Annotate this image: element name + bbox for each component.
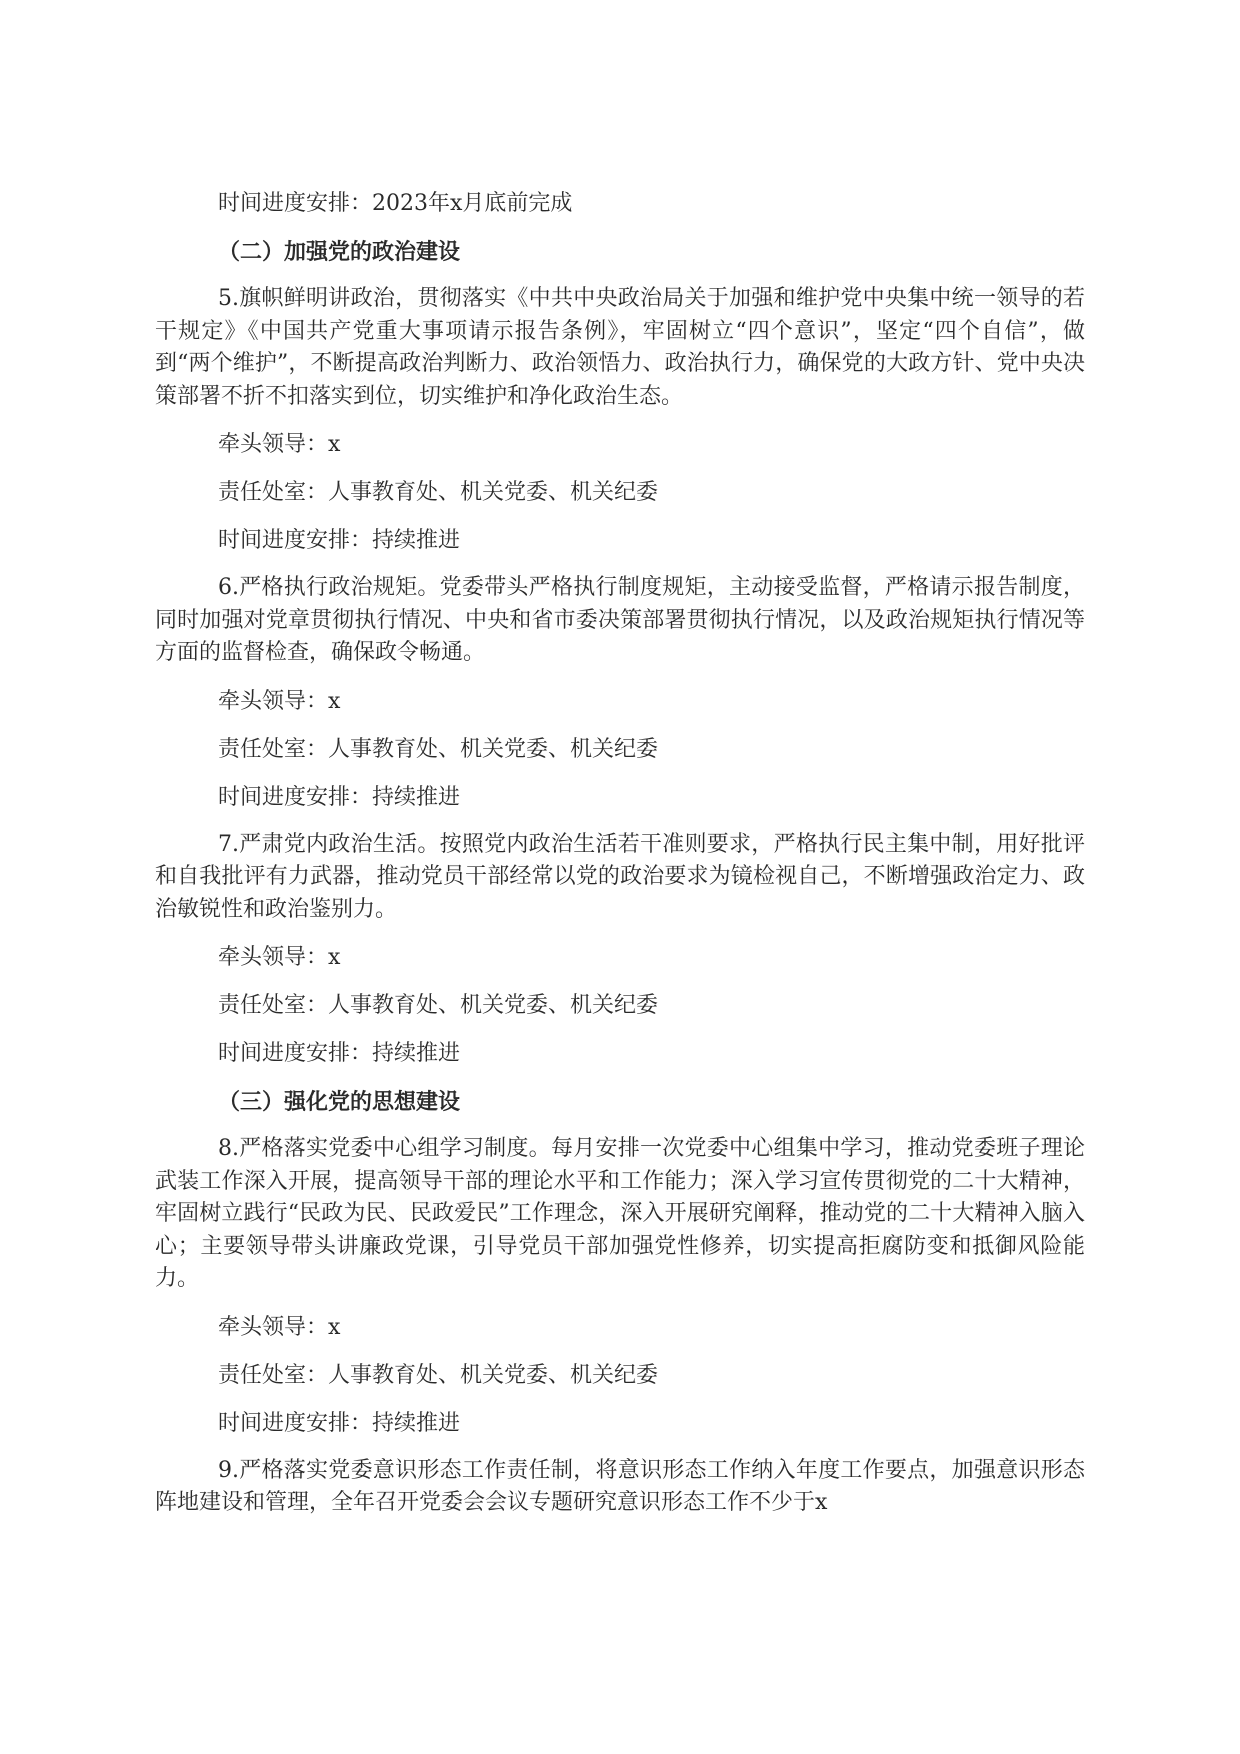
item-6-dept: 责任处室：人事教育处、机关党委、机关纪委 (218, 736, 659, 762)
section-heading-2: （二）加强党的政治建设 (218, 239, 461, 265)
document-body (155, 180, 1085, 1528)
item-7-dept: 责任处室：人事教育处、机关党委、机关纪委 (218, 993, 659, 1018)
item-8-schedule: 时间进度安排：持续推进 (218, 1410, 461, 1436)
item-8-text: 8.严格落实党委中心组学习制度。每月安排一次党委中心组集中学习，推动党委班子理论武装工作深入开展，提高领导干部的理论水平和工作能力；深入学习宣传贯彻党的二十大精神，牢固树立践行“民政为民、民政爱民”工作理念，深入开展研究阐释，推动党的二十大精神入脑入心；主要领导带头讲廉政党课，引导党员干部加强党性修养，切实提高拒腐防变和抵御风险能力。 (155, 1136, 1085, 1291)
item-9-text: 9.严格落实党委意识形态工作责任制，将意识形态工作纳入年度工作要点，加强意识形态阵地建设和管理，全年召开党委会会议专题研究意识形态工作不少于x (155, 1457, 1085, 1515)
item-5-leader: 牵头领导：x (218, 432, 341, 457)
item-7-text: 7.严肃党内政治生活。按照党内政治生活若干准则要求，严格执行民主集中制，用好批评和自我批评有力武器，推动党员干部经常以党的政治要求为镜检视自己，不断增强政治定力、政治敏锐性和政治鉴别力。 (155, 831, 1085, 922)
item-8-leader: 牵头领导：x (218, 1314, 341, 1340)
item-7-schedule: 时间进度安排：持续推进 (218, 1041, 461, 1066)
item-5-dept: 责任处室：人事教育处、机关党委、机关纪委 (218, 480, 659, 505)
section-heading-3: （三）强化党的思想建设 (218, 1089, 461, 1115)
item-6-text: 6.严格执行政治规矩。党委带头严格执行制度规矩，主动接受监督，严格请示报告制度，同时加强对党章贯彻执行情况、中央和省市委决策部署贯彻执行情况，以及政治规矩执行情况等方面的监督检查，确保政令畅通。 (155, 575, 1085, 665)
item-5-schedule: 时间进度安排：持续推进 (218, 528, 461, 553)
intro-schedule: 时间进度安排：2023年x月底前完成 (218, 191, 573, 216)
item-7-leader: 牵头领导：x (218, 945, 341, 970)
item-8-dept: 责任处室：人事教育处、机关党委、机关纪委 (218, 1362, 659, 1388)
item-6-leader: 牵头领导：x (218, 688, 341, 714)
item-6-schedule: 时间进度安排：持续推进 (218, 784, 461, 810)
item-5-text: 5.旗帜鲜明讲政治，贯彻落实《中共中央政治局关于加强和维护党中央集中统一领导的若干规定》《中国共产党重大事项请示报告条例》，牢固树立“四个意识”，坚定“四个自信”，做到“两个维护”，不断提高政治判断力、政治领悟力、政治执行力，确保党的大政方针、党中央决策部署不折不扣落实到位，切实维护和净化政治生态。 (155, 286, 1085, 409)
